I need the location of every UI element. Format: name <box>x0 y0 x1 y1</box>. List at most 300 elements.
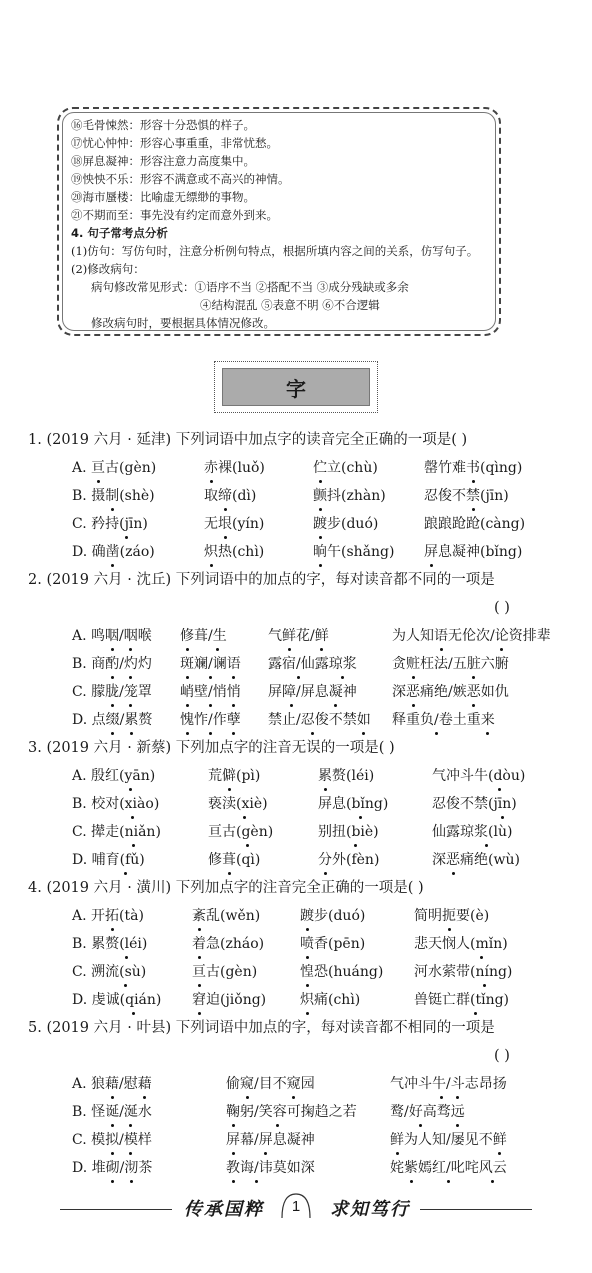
emphasized-character: 风云 <box>478 1160 507 1176</box>
q1-option-C-part-4 <box>424 514 525 534</box>
option-text: A. 开 <box>72 908 106 924</box>
emphasized-character: 拓 <box>105 908 120 924</box>
q2-option-A-part-2 <box>180 626 227 646</box>
emphasized-character: 恶 <box>466 684 481 700</box>
emphasized-character: 来 <box>480 712 495 728</box>
option-text: C. 朦 <box>72 684 106 700</box>
summary-line: ④结构混乱 ⑤表意不明 ⑥不合逻辑 <box>200 298 380 312</box>
q2-option-C-part-1 <box>72 682 152 702</box>
option-text: 立(chù) <box>327 460 378 476</box>
q5-option-D-part-1 <box>72 1158 152 1178</box>
emphasized-character: 鲜 <box>492 1132 507 1148</box>
emphasized-character: 赃 <box>406 656 420 672</box>
emphasized-character: 着 <box>192 936 206 952</box>
option-text: 贪 <box>392 656 406 672</box>
option-text: B. 商 <box>72 656 106 672</box>
option-text: 资排辈 <box>508 628 551 644</box>
option-text: 偷 <box>226 1076 240 1092</box>
emphasized-character: 踱 <box>300 908 314 924</box>
q1-option-A-part-2 <box>204 458 265 478</box>
emphasized-character: 酌 <box>105 656 120 672</box>
emphasized-character: 持(jīn) <box>105 516 148 532</box>
emphasized-character: /笑容可 <box>254 1104 301 1120</box>
option-text: 屏 <box>318 796 332 812</box>
emphasized-character: 琼浆 <box>328 656 357 672</box>
option-text: 喉 <box>137 628 152 644</box>
emphasized-character: 人(mǐn) <box>456 936 508 952</box>
q4-option-D-part-1 <box>72 990 161 1010</box>
emphasized-character: 窥 <box>286 1076 301 1092</box>
q3-option-D-part-2 <box>208 850 260 870</box>
option-text: 斓 <box>194 656 208 672</box>
question-5-stem: 5. (2019 六月 · 叶县) 下列词语中加点的字，每对读音都不相同的一项是 <box>28 1020 495 1036</box>
emphasized-character: 红(yān) <box>105 768 156 784</box>
emphasized-character: 笼 <box>123 684 138 700</box>
q4-option-C-part-4 <box>414 962 512 982</box>
emphasized-character: 鞠 <box>226 1104 240 1120</box>
emphasized-character: / <box>208 656 213 672</box>
q2-option-B-part-3 <box>268 654 357 674</box>
option-text: / <box>119 628 124 644</box>
emphasized-character: 书 <box>466 460 480 476</box>
emphasized-character: 牛/ <box>432 1076 451 1092</box>
emphasized-character: 鲜 <box>314 628 329 644</box>
footer-slogan-right: 求知笃行 <box>330 1199 410 1220</box>
option-text: (pì) <box>236 768 261 784</box>
q5-option-C-part-3 <box>390 1130 507 1150</box>
q1-option-B-part-2 <box>204 486 256 506</box>
q3-option-A-part-2 <box>208 766 260 786</box>
option-text: /目不 <box>254 1076 287 1092</box>
option-text: (tà) <box>119 908 144 924</box>
option-text: 热(chì) <box>218 544 265 560</box>
option-text: 嫣 <box>418 1160 432 1176</box>
emphasized-character: 语 <box>226 656 241 672</box>
option-text: / <box>119 1104 124 1120</box>
emphasized-character: 炽 <box>300 992 314 1008</box>
q3-option-B-part-4 <box>432 794 517 814</box>
option-text: 莫如深 <box>272 1160 315 1176</box>
option-text: 水 <box>137 1104 152 1120</box>
option-text: 忍俊不 <box>432 796 474 812</box>
option-text: C. 溯 <box>72 964 106 980</box>
q1-option-B-part-1 <box>72 486 155 506</box>
q1-option-C-part-1 <box>72 514 148 534</box>
emphasized-character: 藉 <box>137 1076 152 1092</box>
q2-option-D-part-2 <box>180 710 241 730</box>
option-text: D. 堆 <box>72 1160 106 1176</box>
option-text: 悄 <box>212 684 227 700</box>
option-text: 谰 <box>212 656 227 672</box>
emphasized-character: 涎 <box>123 1104 138 1120</box>
emphasized-character: 息凝神 <box>314 684 357 700</box>
option-text: 午(shǎng) <box>327 544 395 560</box>
q5-option-D-part-2 <box>226 1158 315 1178</box>
emphasized-character: 踱 <box>313 516 327 532</box>
emphasized-character: 恶 <box>446 852 460 868</box>
option-text: 屏 <box>300 684 315 700</box>
option-text: 气 <box>268 628 282 644</box>
option-text: 罄竹难 <box>424 460 466 476</box>
option-text: 简明 <box>414 908 442 924</box>
q4-option-B-part-4 <box>414 934 508 954</box>
option-text: 重 <box>466 712 481 728</box>
emphasized-character: 流(sù) <box>105 964 147 980</box>
summary-line: ㉑不期而至：事先没有约定而意外到来。 <box>71 208 278 222</box>
emphasized-character: 脏 <box>466 656 481 672</box>
q5-option-A-part-1 <box>72 1074 152 1094</box>
emphasized-character: 禁 <box>466 488 480 504</box>
option-text: 香(pēn) <box>314 936 366 952</box>
q1-option-C-part-2 <box>204 514 264 534</box>
option-text: B. 累 <box>72 936 106 952</box>
emphasized-character: 红/叱 <box>432 1160 465 1176</box>
option-text: 露 <box>268 656 282 672</box>
summary-line: (2)修改病句： <box>71 262 145 276</box>
emphasized-character: 亘 <box>192 964 206 980</box>
option-text: 裸(luǒ) <box>218 460 265 476</box>
option-text: 释 <box>392 712 406 728</box>
option-text: 萦 <box>442 964 456 980</box>
q3-option-D-part-1 <box>72 850 145 870</box>
q4-option-C-part-3 <box>300 962 383 982</box>
q3-option-B-part-1 <box>72 794 159 814</box>
option-text: (jīn) <box>480 488 509 504</box>
emphasized-character: 砌 <box>105 1160 120 1176</box>
option-text: 乱(wěn) <box>206 908 261 924</box>
emphasized-character: 累 <box>318 768 332 784</box>
option-text: 息凝神 <box>272 1132 315 1148</box>
emphasized-character: 论 <box>494 628 509 644</box>
footer-rule-left <box>60 1209 172 1210</box>
option-text: 深 <box>392 684 406 700</box>
option-text: /慰 <box>119 1076 138 1092</box>
emphasized-character: 诚(qián) <box>105 992 162 1008</box>
q3-option-C-part-2 <box>208 822 273 842</box>
q1-option-B-part-3 <box>313 486 386 506</box>
option-text: 斗 <box>418 1076 432 1092</box>
question-2-stem: 2. (2019 六月 · 沈丘) 下列词语中的加点的字，每对读音都不同的一项是 <box>28 572 495 588</box>
emphasized-character: 藉 <box>105 1076 120 1092</box>
emphasized-character: 灼 <box>123 656 138 672</box>
option-text: 躬 <box>240 1104 254 1120</box>
footer-rule-right <box>420 1209 532 1210</box>
option-text: 步(duó) <box>327 516 379 532</box>
q3-option-B-part-2 <box>208 794 268 814</box>
option-text: (qì) <box>236 852 261 868</box>
option-text: 痛绝/ <box>420 684 453 700</box>
option-text: 罩 <box>137 684 152 700</box>
emphasized-character: 峭 <box>180 684 194 700</box>
q4-option-B-part-2 <box>192 934 264 954</box>
emphasized-character: 制 <box>105 488 120 504</box>
option-text: 葺 <box>194 628 208 644</box>
option-text: 枉法/五 <box>420 656 467 672</box>
summary-line: ⑰忧心忡忡：形容心事重重，非常忧愁。 <box>71 136 278 150</box>
option-text: 鹜 <box>390 1104 404 1120</box>
option-text: (dì) <box>232 488 257 504</box>
q5-option-B-part-2 <box>226 1102 357 1122</box>
option-text: 仙 <box>432 824 446 840</box>
emphasized-character: /生 <box>208 628 227 644</box>
option-text: 修 <box>208 852 222 868</box>
emphasized-character: 缔 <box>218 488 232 504</box>
option-text: 趋之若 <box>314 1104 357 1120</box>
option-text: 茶 <box>138 1160 153 1176</box>
q2-option-C-part-3 <box>268 682 357 702</box>
option-text: 古(gèn) <box>206 964 258 980</box>
option-text: 露 <box>446 824 460 840</box>
q3-option-C-part-4 <box>432 822 512 842</box>
option-text: C. 矜 <box>72 516 106 532</box>
emphasized-character: 如 <box>356 712 371 728</box>
q4-option-D-part-3 <box>300 990 360 1010</box>
emphasized-character: 窥 <box>240 1076 254 1092</box>
emphasized-character: 远 <box>450 1104 465 1120</box>
option-text: 禁 <box>268 712 282 728</box>
option-text: 壁 <box>194 684 208 700</box>
emphasized-character: 琼浆(lù) <box>460 824 513 840</box>
option-text: 骛 <box>436 1104 451 1120</box>
q4-option-B-part-3 <box>300 934 365 954</box>
emphasized-character: 咽 <box>123 628 138 644</box>
option-text: D. 虔 <box>72 992 106 1008</box>
option-text: 为人知/屡见不 <box>404 1132 493 1148</box>
q4-option-D-part-2 <box>192 990 266 1010</box>
emphasized-character: 缀 <box>105 712 120 728</box>
option-text: 深 <box>432 852 446 868</box>
q3-option-A-part-4 <box>432 766 525 786</box>
option-text: 讳 <box>258 1160 273 1176</box>
option-text: 如仇 <box>480 684 509 700</box>
option-text: 要(è) <box>456 908 490 924</box>
option-text: 露 <box>314 656 329 672</box>
q5-option-C-part-1 <box>72 1130 152 1150</box>
option-text: / <box>119 1160 125 1176</box>
option-text: 六腑 <box>480 656 509 672</box>
option-text: 步(duó) <box>314 908 366 924</box>
option-text: 作 <box>212 712 227 728</box>
emphasized-character: 累 <box>124 712 139 728</box>
emphasized-character: 晌 <box>313 544 327 560</box>
option-text: 为人知 <box>392 628 434 644</box>
emphasized-character: 恶 <box>406 684 420 700</box>
q3-option-D-part-3 <box>318 850 379 870</box>
emphasized-character: 胧 <box>105 684 120 700</box>
option-text: 园 <box>300 1076 315 1092</box>
emphasized-character: 紊 <box>192 908 206 924</box>
q1-option-A-part-1 <box>72 458 156 478</box>
q2-option-A-part-3 <box>268 626 329 646</box>
q3-option-C-part-3 <box>318 822 379 842</box>
page-footer <box>0 1187 592 1227</box>
summary-line: 病句修改常见形式：①语序不当 ②搭配不当 ③成分残缺或多余 <box>91 280 409 294</box>
option-text: 诲 <box>240 1160 254 1176</box>
q1-option-B-part-4 <box>424 486 509 506</box>
q5-option-D-part-3 <box>390 1158 507 1178</box>
q2-option-D-part-4 <box>392 710 495 730</box>
option-text: 别 <box>318 824 332 840</box>
emphasized-character: 屏 <box>424 544 438 560</box>
emphasized-character: 斗 <box>450 1076 465 1092</box>
q4-option-C-part-1 <box>72 962 146 982</box>
emphasized-character: / <box>208 712 213 728</box>
option-text: 痛(chì) <box>314 992 361 1008</box>
q3-option-D-part-4 <box>432 850 520 870</box>
emphasized-character: 诞 <box>105 1104 120 1120</box>
option-text: 志昂扬 <box>464 1076 507 1092</box>
option-text: 灼 <box>137 656 152 672</box>
option-text: A. 殷 <box>72 768 106 784</box>
option-text: D. 哺 <box>72 852 106 868</box>
option-text: 荒 <box>208 768 222 784</box>
question-3-stem: 3. (2019 六月 · 新蔡) 下列加点字的注音无误的一项是( ) <box>28 740 395 756</box>
emphasized-character: 重负/卷土 <box>406 712 467 728</box>
q4-option-B-part-1 <box>72 934 147 954</box>
option-text: 踉踉跄跄(càng) <box>424 516 526 532</box>
option-text: 咤 <box>464 1160 479 1176</box>
section-title: 字 <box>222 368 370 406</box>
question-1-stem: 1. (2019 六月 · 延津) 下列词语中加点字的读音完全正确的一项是( ) <box>28 432 468 448</box>
option-text: A. <box>72 460 92 476</box>
emphasized-character: 止/忍俊不 <box>282 712 343 728</box>
emphasized-character: 惶 <box>300 964 314 980</box>
q2-option-C-part-2 <box>180 682 241 702</box>
option-text: / <box>119 712 125 728</box>
emphasized-character: 对(xiào) <box>105 796 160 812</box>
option-text: 无 <box>204 516 218 532</box>
emphasized-character: 带(níng) <box>456 964 513 980</box>
option-text: / <box>119 684 124 700</box>
emphasized-character: 咽 <box>105 628 120 644</box>
q3-option-A-part-3 <box>318 766 374 786</box>
option-text: / <box>119 1132 124 1148</box>
emphasized-character: 孽 <box>226 712 241 728</box>
emphasized-character: 屏 <box>258 1132 273 1148</box>
emphasized-character: 息(bǐng) <box>332 796 389 812</box>
emphasized-character: 育(fǔ) <box>105 852 145 868</box>
option-text: 花/ <box>296 628 315 644</box>
emphasized-character: 窘 <box>192 992 206 1008</box>
q1-option-D-part-1 <box>72 542 155 562</box>
emphasized-character: 亡群(tǐng) <box>442 992 510 1008</box>
emphasized-character: 扭(biè) <box>332 824 379 840</box>
emphasized-character: 愧 <box>180 712 194 728</box>
option-text: 迫(jiǒng) <box>206 992 267 1008</box>
emphasized-character: 赤 <box>204 460 218 476</box>
option-text: B. 校 <box>72 796 106 812</box>
emphasized-character: 扼 <box>442 908 456 924</box>
option-text: 取 <box>204 488 218 504</box>
q3-option-C-part-1 <box>72 822 161 842</box>
q2-option-D-part-3 <box>268 710 371 730</box>
q1-option-A-part-4 <box>424 458 522 478</box>
option-text: (záo) <box>119 544 155 560</box>
q3-option-B-part-3 <box>318 794 388 814</box>
question-2-answer-paren: ( ) <box>494 600 510 616</box>
emphasized-character: 走(niǎn) <box>105 824 161 840</box>
option-text: 怍 <box>194 712 208 728</box>
option-text: 亵 <box>208 796 222 812</box>
q2-option-C-part-4 <box>392 682 509 702</box>
option-text: B. 怪 <box>72 1104 106 1120</box>
summary-line: (1)仿句：写仿句时，注意分析例句特点，根据所填内容之间的关系，仿写句子。 <box>71 244 479 258</box>
q2-option-B-part-2 <box>180 654 241 674</box>
option-text: 悯 <box>442 936 456 952</box>
q5-option-B-part-3 <box>390 1102 465 1122</box>
option-text: / <box>119 656 124 672</box>
option-text: 无伦次/ <box>448 628 495 644</box>
q3-option-A-part-1 <box>72 766 155 786</box>
option-text: B. 摄 <box>72 488 106 504</box>
summary-line: ⑳海市蜃楼：比喻虚无缥缈的事物。 <box>71 190 255 204</box>
q1-option-D-part-4 <box>424 542 522 562</box>
option-text: 赘(léi) <box>332 768 375 784</box>
option-text: 悲天 <box>414 936 442 952</box>
emphasized-character: / <box>254 1160 259 1176</box>
option-text: 急(zháo) <box>206 936 265 952</box>
option-text: C. 模 <box>72 1132 106 1148</box>
emphasized-character: 语 <box>434 628 448 644</box>
q5-option-B-part-1 <box>72 1102 152 1122</box>
emphasized-character: 僻 <box>222 768 236 784</box>
emphasized-character: 鲜 <box>390 1132 404 1148</box>
q2-option-D-part-1 <box>72 710 152 730</box>
emphasized-character: 亘 <box>91 460 106 476</box>
summary-line: ⑱屏息凝神：形容注意力高度集中。 <box>71 154 255 168</box>
emphasized-character: 教 <box>226 1160 240 1176</box>
summary-line: ⑯毛骨悚然：形容十分恐惧的样子。 <box>71 118 255 132</box>
emphasized-character: (jīn) <box>488 796 517 812</box>
option-text: 息凝神(bǐng) <box>438 544 523 560</box>
option-text: 河水 <box>414 964 442 980</box>
q1-option-D-part-2 <box>204 542 264 562</box>
q2-option-A-part-4 <box>392 626 551 646</box>
emphasized-character: 伫 <box>313 460 327 476</box>
option-text: 古(gèn) <box>105 460 157 476</box>
q5-option-C-part-2 <box>226 1130 315 1150</box>
emphasized-character: 牛(dòu) <box>474 768 526 784</box>
option-text: 幕/ <box>240 1132 259 1148</box>
emphasized-character: 葺 <box>222 852 236 868</box>
option-text: 兽 <box>414 992 428 1008</box>
q1-option-C-part-3 <box>313 514 378 534</box>
q2-option-B-part-4 <box>392 654 509 674</box>
option-text: A. 狼 <box>72 1076 106 1092</box>
option-text: (qìng) <box>480 460 523 476</box>
emphasized-character: 模 <box>123 1132 138 1148</box>
option-text: 恐(huáng) <box>314 964 384 980</box>
q2-option-A-part-1 <box>72 626 152 646</box>
option-text: 屏 <box>268 684 282 700</box>
option-text: 气冲 <box>390 1076 418 1092</box>
q2-option-B-part-1 <box>72 654 152 674</box>
option-text: 抖(zhàn) <box>327 488 386 504</box>
q4-option-D-part-4 <box>414 990 509 1010</box>
summary-line: ⑲怏怏不乐：形容不满意或不高兴的神情。 <box>71 172 290 186</box>
q4-option-A-part-1 <box>72 906 144 926</box>
option-text: 赘 <box>138 712 153 728</box>
option-text: 样 <box>137 1132 152 1148</box>
footer-slogan-left: 传承国粹 <box>184 1199 264 1220</box>
option-text: 禁 <box>342 712 357 728</box>
q1-option-A-part-3 <box>313 458 378 478</box>
option-text: 姹 <box>390 1160 404 1176</box>
option-text: 掬 <box>300 1104 315 1120</box>
q4-option-A-part-4 <box>414 906 489 926</box>
emphasized-character: 屏 <box>226 1132 240 1148</box>
emphasized-character: 宿/仙 <box>282 656 315 672</box>
